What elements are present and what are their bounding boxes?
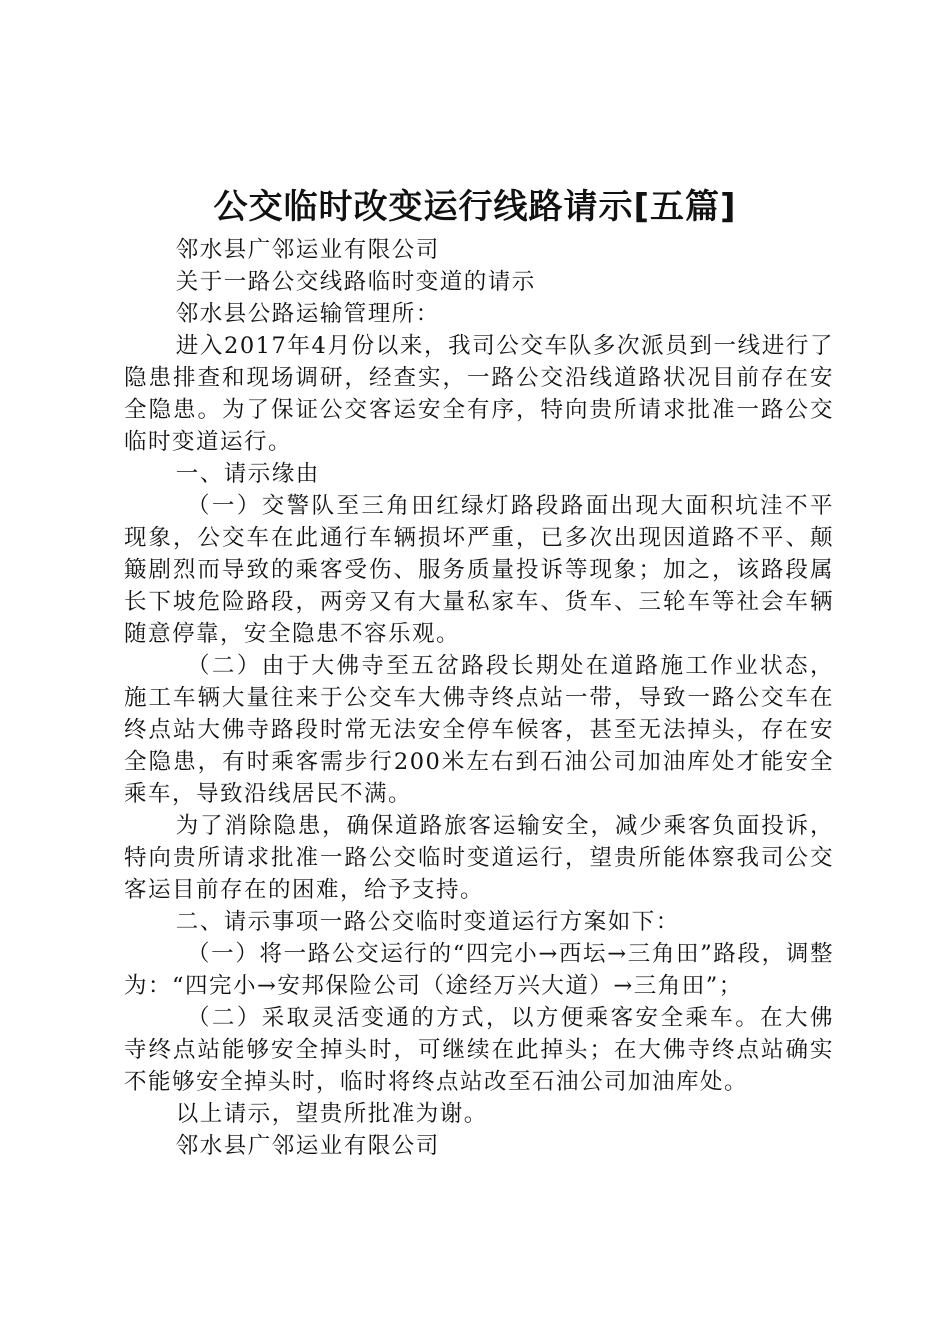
sender-company: 邻水县广邻运业有限公司 bbox=[175, 237, 440, 263]
document-body bbox=[124, 234, 834, 1162]
section-heading-reasons: 一、请示缘由 bbox=[175, 461, 320, 487]
purpose-paragraph: 为了消除隐患，确保道路旅客运输安全，减少乘客负面投诉，特向贵所请求批准一路公交临时变道运行，望贵所能体察我司公交客运目前存在的困难，给予支持。 bbox=[124, 813, 834, 903]
plan-item-1: （一）将一路公交运行的“四完小→西坛→三角田”路段，调整为：“四完小→安邦保险公司（途经万兴大道）→三角田”； bbox=[124, 941, 834, 999]
section-heading-plan: 二、请示事项一路公交临时变道运行方案如下： bbox=[175, 909, 680, 935]
request-subject: 关于一路公交线路临时变道的请示 bbox=[175, 269, 536, 295]
reason-item-2: （二）由于大佛寺至五岔路段长期处在道路施工作业状态，施工车辆大量往来于公交车大佛寺终点站一带，导致一路公交车在终点站大佛寺路段时常无法安全停车候客，甚至无法掉头，存在安全隐患，有时乘客需步行200米左右到石油公司加油库处才能安全乘车，导致沿线居民不满。 bbox=[124, 653, 834, 807]
recipient: 邻水县公路运输管理所： bbox=[175, 301, 440, 327]
document-title: 公交临时改变运行线路请示[五篇] bbox=[213, 187, 737, 227]
intro-paragraph: 进入2017年4月份以来，我司公交车队多次派员到一线进行了隐患排查和现场调研，经查实，一路公交沿线道路状况目前存在安全隐患。为了保证公交客运安全有序，特向贵所请求批准一路公交临时变道运行。 bbox=[124, 333, 834, 455]
reason-item-1: （一）交警队至三角田红绿灯路段路面出现大面积坑洼不平现象，公交车在此通行车辆损坏严重，已多次出现因道路不平、颠簸剧烈而导致的乘客受伤、服务质量投诉等现象；加之，该路段属长下坡危险路段，两旁又有大量私家车、货车、三轮车等社会车辆随意停靠，安全隐患不容乐观。 bbox=[124, 493, 834, 647]
signature-company: 邻水县广邻运业有限公司 bbox=[175, 1133, 440, 1159]
closing-line: 以上请示，望贵所批准为谢。 bbox=[175, 1101, 488, 1127]
plan-item-2: （二）采取灵活变通的方式，以方便乘客安全乘车。在大佛寺终点站能够安全掉头时，可继续在此掉头；在大佛寺终点站确实不能够安全掉头时，临时将终点站改至石油公司加油库处。 bbox=[124, 1005, 834, 1095]
